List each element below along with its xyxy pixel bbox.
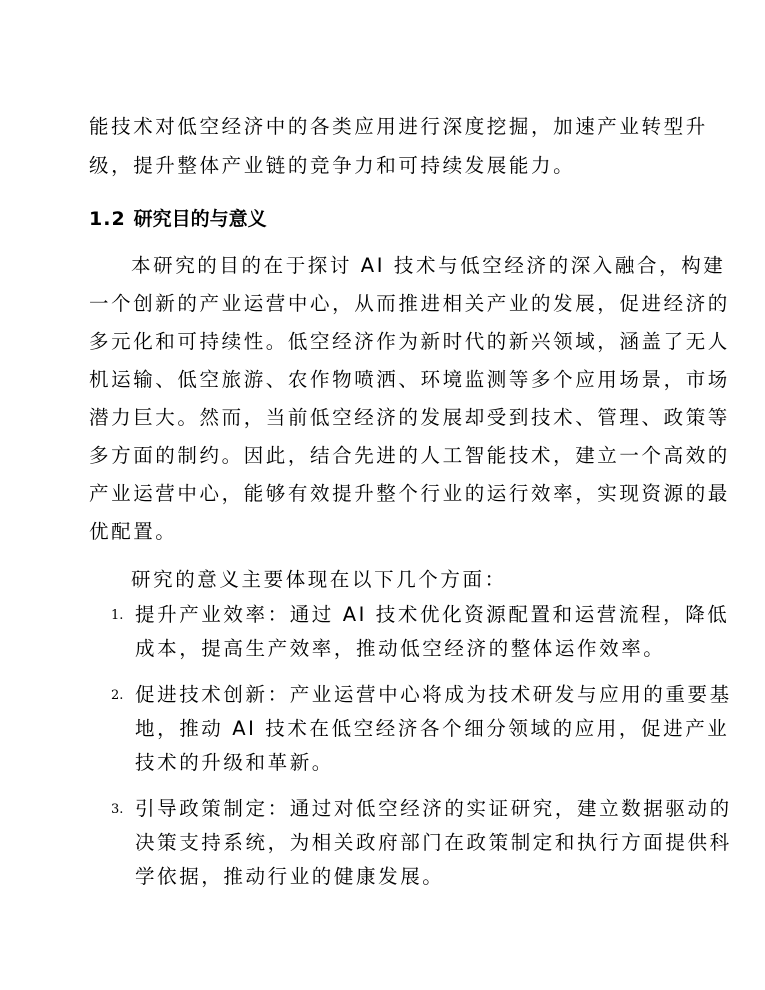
paragraph-line: 产业运营中心，能够有效提升整个行业的运行效率，实现资源的最 — [89, 482, 730, 505]
intro-line: 级，提升整体产业链的竞争力和可持续发展能力。 — [89, 154, 576, 177]
list-number: 3. — [111, 802, 124, 817]
paragraph-line: 机运输、低空旅游、农作物喷洒、环境监测等多个应用场景，市场 — [89, 368, 730, 391]
list-item-line: 成本，提高生产效率，推动低空经济的整体运作效率。 — [135, 637, 666, 660]
intro-line: 能技术对低空经济中的各类应用进行深度挖掘，加速产业转型升 — [89, 115, 708, 138]
paragraph-line: 多方面的制约。因此，结合先进的人工智能技术，建立一个高效的 — [89, 444, 730, 467]
list-item-line: 技术的升级和革新。 — [135, 751, 334, 774]
list-item-line: 决策支持系统，为相关政府部门在政策制定和执行方面提供科 — [135, 831, 732, 854]
list-number: 2. — [111, 688, 124, 703]
list-item-line: 促进技术创新：产业运营中心将成为技术研发与应用的重要基 — [135, 683, 732, 706]
paragraph-line: 一个创新的产业运营中心，从而推进相关产业的发展，促进经济的 — [89, 292, 730, 315]
section-heading — [89, 206, 267, 232]
list-item-line: 学依据，推动行业的健康发展。 — [135, 865, 445, 888]
paragraph-line: 多元化和可持续性。低空经济作为新时代的新兴领域，涵盖了无人 — [89, 330, 730, 353]
significance-intro: 研究的意义主要体现在以下几个方面： — [131, 568, 507, 591]
list-item-line: 地，推动 AI 技术在低空经济各个细分领域的应用，促进产业 — [135, 717, 730, 740]
section-number: 1.2 — [89, 208, 126, 230]
paragraph-line: 优配置。 — [89, 520, 178, 543]
paragraph-line: 潜力巨大。然而，当前低空经济的发展却受到技术、管理、政策等 — [89, 406, 730, 429]
paragraph-line: 本研究的目的在于探讨 AI 技术与低空经济的深入融合，构建 — [131, 254, 726, 277]
list-item-line: 引导政策制定：通过对低空经济的实证研究，建立数据驱动的 — [135, 797, 732, 820]
section-title: 研究目的与意义 — [133, 208, 267, 230]
list-number: 1. — [111, 608, 124, 623]
list-item-line: 提升产业效率：通过 AI 技术优化资源配置和运营流程，降低 — [135, 603, 730, 626]
